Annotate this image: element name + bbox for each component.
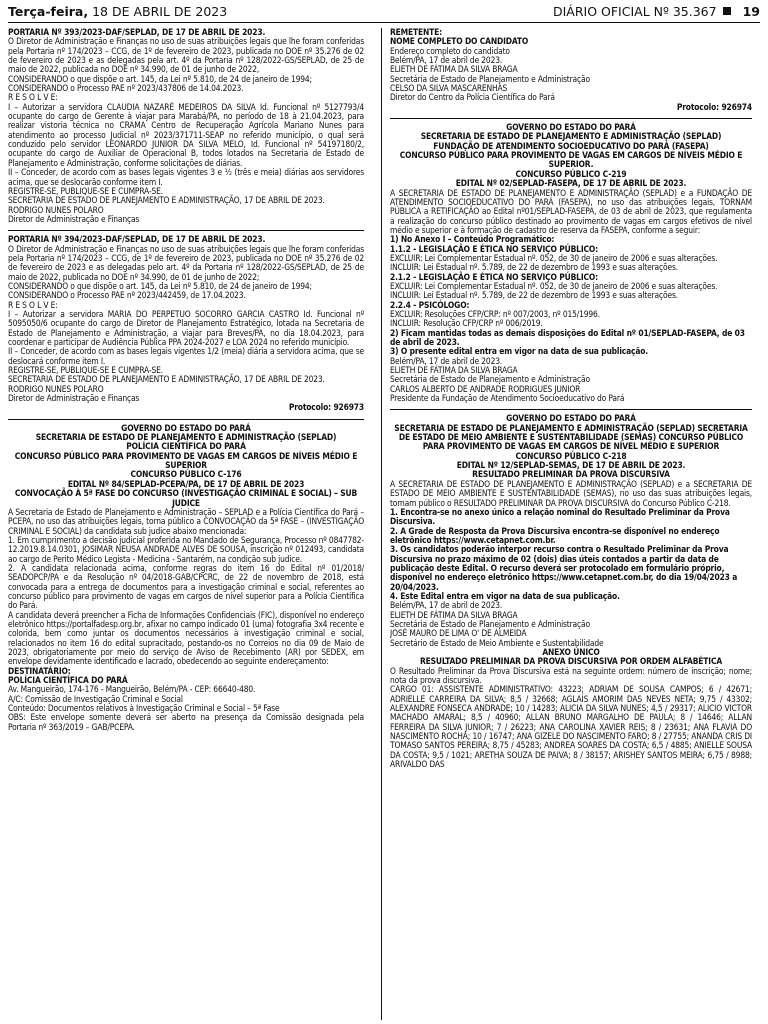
paragraph: REGISTRE-SE, PUBLIQUE-SE E CUMPRA-SE.: [8, 185, 163, 196]
paragraph: Diretor de Administração e Finanças: [8, 393, 140, 404]
section-separator: [390, 118, 752, 119]
paragraph: R E S O L V E:: [8, 92, 58, 103]
section-heading: SECRETARIA DE ESTADO DE PLANEJAMENTO E ADMINISTRAÇÃO (SEPLAD) SECRETARIA DE ESTADO DE MEIO AMBIENTE E SUSTENTABILIDADE (SEMAS) CONCURSO PÚBLICO PARA PROVIMENTO DE VAGAS EM CARGOS DE NÍVEL MÉDIO E SUPERIOR: [394, 422, 748, 452]
paragraph: PORTARIA Nº 393/2023-DAF/SEPLAD, DE 17 DE ABRIL DE 2023.: [8, 28, 266, 37]
paragraph: A candidata deverá preencher a Ficha de Informações Confidenciais (FIC), disponível no endereço eletrônico https://portalfadesp.org.br, afixar no campo indicado 01 (uma) fotografia 3x4 recente e colorida, bem como juntar os documentos necessários à investigação criminal e social, relacionados no item 16 do edital supracitado, postando-os no Correios no dia 09 de Maio de 2023, obrigatoriamente por meio do serviço de Aviso de Recebimento (AR) por SEDEX, em envelope devidamente identificado e lacrado, obedecendo ao seguinte endereçamento:: [8, 609, 364, 667]
section-heading: SECRETARIA DE ESTADO DE PLANEJAMENTO E ADMINISTRAÇÃO (SEPLAD): [35, 432, 337, 443]
protocol-number: Protocolo: 926973: [288, 402, 364, 413]
section-heading: CONCURSO PÚBLICO C-176: [130, 469, 242, 480]
column-divider: [381, 28, 382, 1020]
section-heading: EDITAL Nº 12/SEPLAD-SEMAS, DE 17 DE ABRIL DE 2023.: [456, 460, 686, 471]
paragraph: O Diretor de Administração e Finanças no uso de suas atribuições legais que lhe foram conferidas pela Portaria nº 174/2023 – CCG, de 1º de fevereiro de 2023, publicada no DOE nº 35.276 de 02 de fevereiro de 2023 e as delegadas pela art. 4º da Portaria nº 128/2022-GS/SEPLAD, de 25 de maio de 2022, publicada no DOE nº 34.990, de 01 de junho de 2022,: [8, 36, 364, 75]
protocol-number: Protocolo: 926974: [676, 101, 752, 112]
section-heading: CONCURSO PÚBLICO PARA PROVIMENTO DE VAGAS EM CARGOS DE NÍVEIS MÉDIO E SUPERIOR: [14, 450, 358, 471]
paragraph: Secretária de Estado de Planejamento e Administração: [390, 73, 590, 84]
paragraph: PORTARIA Nº 394/2023-DAF/SEPLAD, DE 17 DE ABRIL DE 2023.: [8, 234, 266, 245]
paragraph: 3. Os candidatos poderão interpor recurso contra o Resultado Preliminar da Prova Discursiva no prazo máximo de 02 (dois) dias úteis contados a partir da data de publicação deste Edital. O recurso deverá ser protocolado em formulário próprio, disponível no endereço eletrônico https://www.cetapnet.com.br, do dia 19/04/2023 a 20/04/2023.: [390, 544, 738, 592]
paragraph: 2) Ficam mantidas todas as demais disposições do Edital nº 01/SEPLAD-FASEPA, de 03 de abril de 2023.: [390, 327, 745, 347]
header-rule: [8, 22, 760, 23]
paragraph: Secretário de Estado de Meio Ambiente e Sustentabilidade: [390, 637, 604, 648]
paragraph: I – Autorizar a servidora MARIA DO PERPETUO SOCORRO GARCIA CASTRO Id. Funcional nº 5095050/6 ocupante do cargo de Diretor de Planejamento Estratégico, lotada na Secretaria de Estado de Planejamento e Administração, a viajar para Breves/PA, no dia 18.04.2023, para coordenar e participar de Audiência Pública PPA 2024-2027 e LOA 2024 no referido município.: [8, 308, 364, 347]
paragraph: Av. Mangueirão, 174-176 - Mangueirão, Belém/PA - CEP: 66640-480.: [8, 684, 256, 695]
section-heading: RESULTADO PRELIMINAR DA PROVA DISCURSIVA POR ORDEM ALFABÉTICA: [419, 656, 723, 667]
paragraph: Conteúdo: Documentos relativos à Investigação Criminal e Social – 5ª Fase: [8, 703, 280, 714]
paragraph: 2. A Grade de Resposta da Prova Discursiva encontra-se disponível no endereço eletrônico https://www.cetapnet.com.br.: [390, 525, 720, 545]
paragraph: 2.1.2 - LEGISLAÇÃO E ÉTICA NO SERVIÇO PÚBLICO:: [390, 271, 598, 282]
square-bullet-icon: [723, 7, 731, 15]
header-journal: DIÁRIO OFICIAL Nº 35.367: [552, 3, 717, 19]
paragraph: ELIETH DE FÁTIMA DA SILVA BRAGA: [390, 609, 518, 620]
paragraph: REMETENTE:: [390, 28, 442, 37]
header-right: [553, 4, 760, 19]
section-heading: CONCURSO PÚBLICO C-218: [515, 450, 627, 461]
paragraph: Belém/PA, 17 de abril de 2023.: [390, 355, 503, 366]
paragraph: 3) O presente edital entra em vigor na data de sua publicação.: [390, 346, 649, 357]
paragraph: Diretor do Centro da Polícia Científica do Pará: [390, 92, 555, 103]
section-heading: GOVERNO DO ESTADO DO PARÁ: [506, 413, 636, 424]
section-heading: CONCURSO PÚBLICO PARA PROVIMENTO DE VAGAS EM CARGOS DE NÍVEIS MÉDIO E SUPERIOR.: [399, 150, 743, 170]
paragraph: 2.2.4 - PSICÓLOGO:: [390, 299, 470, 310]
paragraph: II – Conceder, de acordo com as bases legais vigentes 1/2 (meia) diária a servidora acima, que se deslocará conforme item I.: [8, 346, 364, 366]
section-heading: CONCURSO PÚBLICO C-219: [515, 168, 627, 179]
paragraph: EXCLUIR: Resoluções CFP/CRP: nº 007/2003, nº 015/1996.: [390, 308, 600, 319]
paragraph: RODRIGO NUNES POLARO: [8, 383, 104, 394]
page-header: [8, 0, 760, 22]
paragraph: INCLUIR: Lei Estadual nº. 5.789, de 22 de dezembro de 1993 e suas alterações.: [390, 290, 678, 301]
paragraph: Secretária de Estado de Planejamento e Administração: [390, 618, 590, 629]
paragraph: A/C: Comissão de Investigação Criminal e Social: [8, 693, 183, 704]
section-heading: ANEXO ÚNICO: [542, 647, 600, 657]
paragraph: II – Conceder, de acordo com as bases legais vigentes 3 e ½ (três e meia) diárias aos servidores acima, que se deslocarão conforme item I.: [8, 167, 364, 187]
section-heading: GOVERNO DO ESTADO DO PARÁ: [506, 122, 636, 133]
paragraph: O Diretor de Administração e Finanças no uso de suas atribuições legais que lhe foram conferidas pela Portaria nº 174/2023 – CCG, de 1º de fevereiro de 2023, publicada no DOE nº 35.276 de 02 de fevereiro de 2023 e as delegadas pelo art. 4º da Portaria nº 128/2022-GS/SEPLAD, de 25 de maio de 2022, publicada no DOE nº 34.990, de 01 de junho de 2022;: [8, 243, 364, 282]
paragraph: SECRETARIA DE ESTADO DE PLANEJAMENTO E ADMINISTRAÇÃO, 17 DE ABRIL DE 2023.: [8, 374, 325, 385]
paragraph: Belém/PA, 17 de abril de 2023.: [390, 600, 503, 611]
paragraph: A SECRETARIA DE ESTADO DE PLANEJAMENTO E ADMINISTRAÇÃO (SEPLAD) e a SECRETARIA DE ESTADO DE MEIO AMBIENTE E SUSTENTABILIDADE (SEMAS), no uso das suas atribuições legais, tornam público o RESULTADO PRELIMINAR DA PROVA DISCURSIVA do Concurso Público C-218.: [390, 478, 752, 508]
header-date: [8, 4, 227, 19]
paragraph: CONSIDERANDO o que dispõe o art. 145, da Lei nº 5.810, de 24 de janeiro de 1994;: [8, 73, 312, 84]
section-heading: GOVERNO DO ESTADO DO PARÁ: [121, 422, 251, 433]
paragraph: O Resultado Preliminar da Prova Discursiva está na seguinte ordem: número de inscrição; nome; nota da prova discursiva.: [390, 665, 752, 686]
paragraph: ELIETH DE FÁTIMA DA SILVA BRAGA: [390, 365, 518, 376]
section-heading: SECRETARIA DE ESTADO DE PLANEJAMENTO E ADMINISTRAÇÃO (SEPLAD): [420, 131, 722, 142]
section-heading: FUNDAÇÃO DE ATENDIMENTO SOCIOEDUCATIVO DO PARÁ (FASEPA): [433, 140, 709, 151]
paragraph: NOME COMPLETO DO CANDIDATO: [390, 36, 529, 47]
paragraph: INCLUIR: Resolução CFP/CRP nº 006/2019.: [390, 318, 543, 329]
paragraph: RODRIGO NUNES POLARO: [8, 204, 104, 215]
section-heading: EDITAL Nº 84/SEPLAD-PCEPA/PA, DE 17 DE ABRIL DE 2023: [67, 478, 305, 489]
left-column: [8, 28, 364, 1020]
paragraph: REGISTRE-SE, PUBLIQUE-SE E CUMPRA-SE.: [8, 365, 163, 376]
paragraph: Endereço completo do candidato: [390, 45, 510, 56]
paragraph: POLÍCIA CIENTÍFICA DO PARÁ: [8, 675, 128, 686]
section-heading: POLÍCIA CIENTÍFICA DO PARÁ: [126, 441, 246, 452]
paragraph: R E S O L V E:: [8, 299, 58, 310]
paragraph: CONSIDERANDO o Processo PAE nº 2023/437806 de 14.04.2023.: [8, 83, 244, 94]
paragraph: A SECRETARIA DE ESTADO DE PLANEJAMENTO E ADMINISTRAÇÃO (SEPLAD) e a FUNDAÇÃO DE ATENDIMENTO SOCIOEDUCATIVO DO PARÁ (FASEPA), no uso das atribuições legais, TORNAM PÚBLICA a RETIFICAÇÃO ao Edital nº01/SEPLAD-FASEPA, de 03 de abril de 2023, que regulamenta a realização do concurso público destinado ao provimento de vagas em cargos efetivos de nível médio e superior e à formação de cadastro de reserva da FASEPA, conforme a seguir:: [390, 187, 752, 235]
paragraph: 4. Este Edital entra em vigor na data de sua publicação.: [390, 590, 620, 601]
section-heading: EDITAL Nº 02/SEPLAD-FASEPA, DE 17 DE ABRIL DE 2023.: [455, 178, 687, 189]
paragraph: Presidente da Fundação de Atendimento Socioeducativo do Pará: [390, 393, 625, 404]
paragraph: EXCLUIR: Lei Complementar Estadual nº. 052, de 30 de janeiro de 2006 e suas alterações.: [390, 280, 718, 291]
paragraph: SECRETARIA DE ESTADO DE PLANEJAMENTO E ADMINISTRAÇÃO, 17 DE ABRIL DE 2023.: [8, 195, 325, 206]
right-column: [390, 28, 752, 1020]
paragraph: JOSÉ MAURO DE LIMA O' DE ALMEIDA: [390, 628, 527, 639]
paragraph: 1.1.2 - LEGISLAÇÃO E ÉTICA NO SERVIÇO PÚBLICO:: [390, 243, 598, 254]
section-separator: [8, 419, 364, 420]
paragraph: OBS: Este envelope somente deverá ser aberto na presença da Comissão designada pela Portaria nº 363/2019 – GAB/PCEPA.: [8, 712, 364, 732]
paragraph: A Secretaria de Estado de Planejamento e Administração – SEPLAD e a Polícia Científica do Pará – PCEPA, no uso das atribuições legais, torna público a CONVOCAÇÃO da 5ª FASE – (INVESTIGAÇÃO CRIMINAL E SOCIAL) da candidata sub judice abaixo mencionada:: [8, 506, 364, 536]
paragraph: CONSIDERANDO o Processo PAE nº 2023/442459, de 17.04.2023.: [8, 290, 246, 301]
paragraph: Belém/PA, 17 de abril de 2023.: [390, 55, 503, 66]
section-separator: [8, 230, 364, 231]
paragraph: CONSIDERANDO o que dispõe o art. 145, da Lei nº 5.810, de 24 de janeiro de 1994;: [8, 280, 312, 291]
paragraph: ELIETH DE FÁTIMA DA SILVA BRAGA: [390, 64, 518, 75]
header-weekday: Terça-feira,: [8, 3, 89, 19]
paragraph: CARLOS ALBERTO DE ANDRADE RODRIGUES JUNIOR: [390, 383, 581, 394]
paragraph: 1) No Anexo I – Conteúdo Programático:: [390, 234, 555, 245]
header-date-text: 18 DE ABRIL DE 2023: [88, 3, 228, 19]
paragraph: 1. Em cumprimento a decisão judicial proferida no Mandado de Segurança, Processo nº 0847782-12.2019.8.14.0301, JOSIMAR NEUSA ANDRADE ALVES DE SOUSA, inscrição nº 012493, candidata ao cargo de Perito Médico Legista - Medicina - Santarém, na condição sub judice.: [8, 534, 364, 564]
section-heading: RESULTADO PRELIMINAR DA PROVA DISCURSIVA: [472, 469, 670, 480]
paragraph: Diretor de Administração e Finanças: [8, 213, 140, 224]
paragraph: CELSO DA SILVA MASCARENHAS: [390, 83, 508, 94]
page-number: 19: [742, 3, 760, 19]
section-heading: CONVOCAÇÃO À 5ª FASE DO CONCURSO (INVESTIGAÇÃO CRIMINAL E SOCIAL) – SUB JUDICE: [14, 488, 358, 508]
paragraph: DESTINATÁRIO:: [8, 665, 71, 676]
paragraph: EXCLUIR: Lei Complementar Estadual nº. 052, de 30 de janeiro de 2006 e suas alterações.: [390, 252, 718, 263]
paragraph: I – Autorizar a servidora CLAUDIA NAZARÉ MEDEIROS DA SILVA Id. Funcional nº 5127793/4 ocupante do cargo de Gerente à viajar para Marabá/PA, no período de 18 à 21.04.2023, para realizar vistoria técnica no CRAMA Centro de Recuperação Agrícola Mariano Nunes para atendimento ao processo Judicial nº 2023/371711-SEAP no referido município, o qual será conduzido pelo servidor LEONARDO JUNIOR DA SILVA MELO, Id. Funcional nº 54197180/2, ocupante do cargo de Auxiliar de Operacional B, todos lotados na Secretaria de Estado de Planejamento e Administração, conforme solicitações de diárias.: [8, 101, 364, 168]
paragraph: INCLUIR: Lei Estadual nº. 5.789, de 22 de dezembro de 1993 e suas alterações.: [390, 262, 678, 273]
paragraph: CARGO 01: ASSISTENTE ADMINISTRATIVO: 43223; ADRIAM DE SOUSA CAMPOS; 6 / 42671; ADRIELLE CARREIRA DA SILVA; 8,5 / 32668; AGLAÍS AMORIM DAS NEVES NETA; 9,75 / 43302; ALEXANDRE FONSECA ANDRADE; 10 / 14283; ALICIA DA SILVA NUNES; 4,5 / 29317; ALICIO VICTOR MACHADO AMARAL; 8,5 / 40960; ALLAN BRUNO MARGALHO DE PAULA; 8 / 14646; ALLAN FERREIRA DA SILVA JUNIOR; 7 / 26223; ANA CAROLINA XAVIER REIS; 8 / 23631; ANA FLAVIA DO NASCIMENTO ROCHA; 10 / 16747; ANA GIZELE DO NASCIMENTO FARO; 8 / 27755; ANANDA CRIS DI TOMASO SANTOS PEREIRA; 8,75 / 45283; ANDREA SOARES DA COSTA; 6,5 / 4885; ANIELLE SOUSA DA COSTA; 9,5 / 1021; ARETHA SOUZA DE PAIVA; 8 / 38157; ARISHEY SANTOS MEIRA; 6,75 / 8988; ARIVALDO DAS: [390, 684, 752, 770]
paragraph: 2. A candidata relacionada acima, conforme regras do item 16 do Edital nº 01/2018/ SEADOPCP/PA e da Resolução nº 04/2018-GAB/CPCRC, de 22 de novembro de 2018, está convocada para a entrega de documentos para a investigação criminal e social, referentes ao concurso público para provimento de vagas em cargos de nível superior para a Polícia Científica do Pará.: [8, 562, 364, 611]
section-separator: [390, 409, 752, 410]
paragraph: Secretária de Estado de Planejamento e Administração: [390, 374, 590, 385]
paragraph: 1. Encontra-se no anexo único a relação nominal do Resultado Preliminar da Prova Discursiva.: [390, 506, 730, 527]
